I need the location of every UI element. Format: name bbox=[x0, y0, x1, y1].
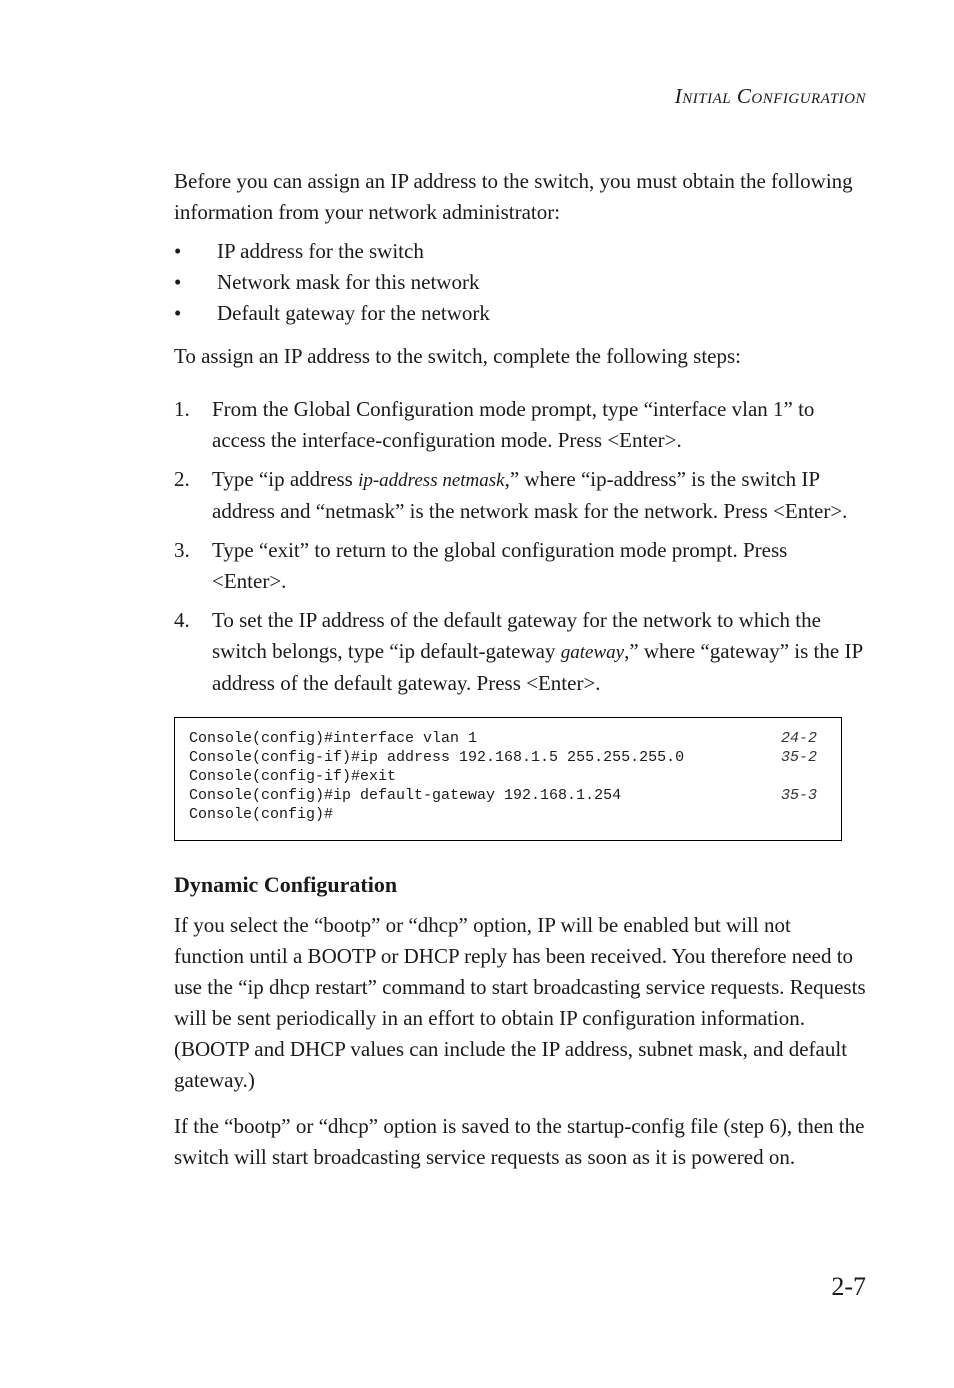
step-text-post: ,” where “gateway” is the IP address of the default gateway. Press <Enter>. bbox=[212, 639, 863, 695]
step-item bbox=[174, 605, 866, 699]
code-command: Console(config-if)#ip address 192.168.1.5 255.255.255.0 bbox=[189, 749, 685, 766]
code-line bbox=[189, 805, 817, 824]
bullet-icon: • bbox=[174, 270, 182, 294]
bullet-icon: • bbox=[174, 239, 182, 263]
info-bullet-list bbox=[174, 236, 866, 329]
step-number: 1. bbox=[174, 397, 190, 421]
step-italic-arg: gateway bbox=[560, 642, 625, 663]
step-text: From the Global Configuration mode prompt, type “interface vlan 1” to access the interface-configuration mode. Press <Enter>. bbox=[212, 397, 815, 452]
bullet-text: Default gateway for the network bbox=[217, 301, 490, 325]
code-line bbox=[189, 786, 817, 805]
page-number: 2-7 bbox=[831, 1272, 866, 1301]
step-item bbox=[174, 464, 866, 527]
section-paragraph: If the “bootp” or “dhcp” option is saved to the startup-config file (step 6), then the switch will start broadcasting service requests as soon as it is powered on. bbox=[174, 1114, 865, 1169]
list-item bbox=[174, 236, 866, 267]
code-line bbox=[189, 748, 817, 767]
step-text: Type “exit” to return to the global configuration mode prompt. Press <Enter>. bbox=[212, 538, 788, 593]
bullet-text: IP address for the switch bbox=[217, 239, 424, 263]
step-text-pre: To set the IP address of the default gateway for the network to which the switch belongs, type “ip default-gateway bbox=[212, 608, 821, 663]
code-page-ref: 35-3 bbox=[780, 787, 817, 804]
step-text-pre: Type “ip address bbox=[212, 467, 359, 491]
bullet-icon: • bbox=[174, 301, 182, 325]
code-line bbox=[189, 729, 817, 748]
step-item bbox=[174, 394, 866, 456]
code-page-ref: 24-2 bbox=[780, 730, 817, 747]
code-command: Console(config)#interface vlan 1 bbox=[189, 730, 478, 747]
code-line bbox=[189, 767, 817, 786]
code-command: Console(config-if)#exit bbox=[189, 768, 397, 785]
step-italic-arg: ip-address netmask bbox=[358, 470, 505, 491]
running-header: Initial Configuration bbox=[674, 84, 866, 108]
step-item bbox=[174, 535, 866, 597]
bullet-text: Network mask for this network bbox=[217, 270, 480, 294]
step-text-post: ,” where “ip-address” is the switch IP address and “netmask” is the network mask for the network. Press <Enter>. bbox=[212, 467, 848, 523]
steps-list bbox=[174, 394, 866, 699]
code-page-ref: 35-2 bbox=[780, 749, 817, 766]
code-command: Console(config)# bbox=[189, 806, 334, 823]
intro-paragraph: Before you can assign an IP address to the switch, you must obtain the following information from your network administrator: bbox=[174, 169, 853, 224]
page-content bbox=[174, 166, 866, 1181]
steps-intro: To assign an IP address to the switch, complete the following steps: bbox=[174, 344, 741, 368]
step-number: 4. bbox=[174, 608, 190, 632]
step-number: 3. bbox=[174, 538, 190, 562]
code-command: Console(config)#ip default-gateway 192.168.1.254 bbox=[189, 787, 622, 804]
section-paragraph: If you select the “bootp” or “dhcp” option, IP will be enabled but will not function until a BOOTP or DHCP reply has been received. You therefore need to use the “ip dhcp restart” command to start broadcasting service requests. Requests will be sent periodically in an effort to obtain IP configuration information. (BOOTP and DHCP values can include the IP address, subnet mask, and default gateway.) bbox=[174, 913, 866, 1092]
code-example-box bbox=[174, 717, 842, 841]
section-heading: Dynamic Configuration bbox=[174, 872, 398, 897]
step-number: 2. bbox=[174, 467, 190, 491]
list-item bbox=[174, 267, 866, 298]
list-item bbox=[174, 298, 866, 329]
